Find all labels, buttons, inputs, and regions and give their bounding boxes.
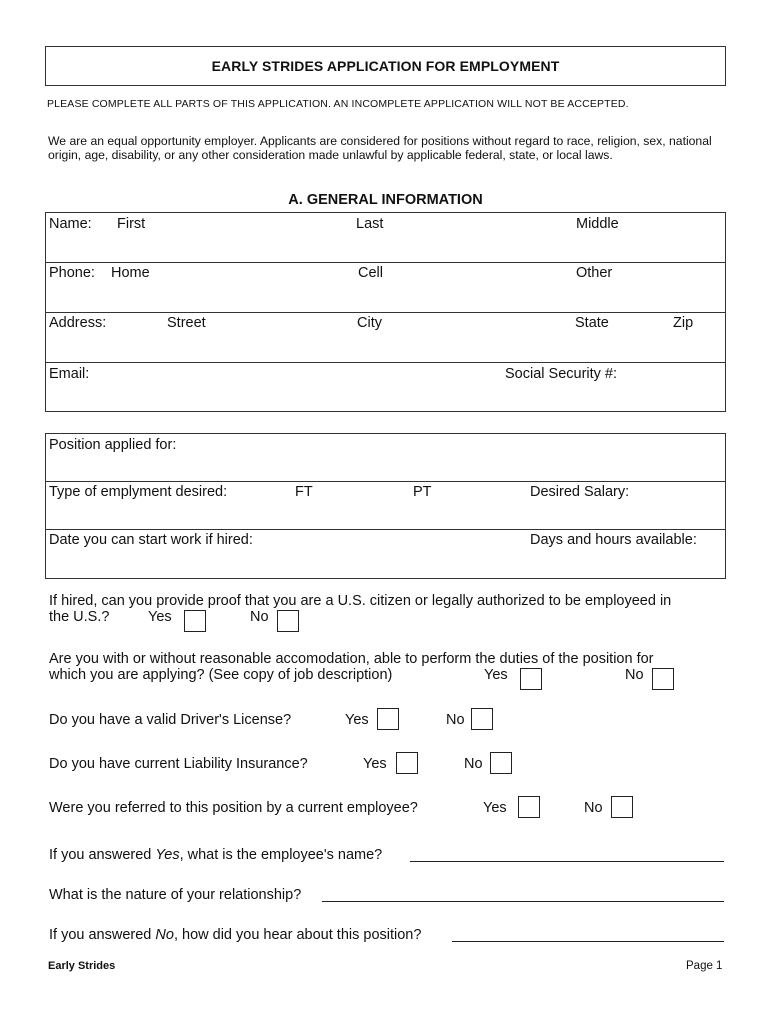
citizen-yes-label: Yes (148, 609, 172, 625)
accommodation-yes-checkbox[interactable] (520, 668, 542, 690)
zip-label: Zip (673, 315, 694, 331)
other-phone-label: Other (576, 265, 613, 281)
city-label: City (357, 315, 382, 331)
ft-label: FT (295, 484, 313, 500)
accommodation-question-line2: which you are applying? (See copy of job description) (49, 667, 393, 683)
address-row[interactable] (46, 313, 725, 363)
license-yes-checkbox[interactable] (377, 708, 399, 730)
insurance-yes-checkbox[interactable] (396, 752, 418, 774)
employee-name-line[interactable] (410, 861, 724, 862)
desired-salary-label: Desired Salary: (530, 484, 630, 500)
license-question: Do you have a valid Driver's License? (49, 712, 292, 728)
referral-no-label: No (584, 800, 603, 816)
citizen-question-line1: If hired, can you provide proof that you are a U.S. citizen or legally authorized to be employeed in (49, 593, 672, 609)
employment-type-row[interactable] (46, 482, 725, 530)
first-name-label: First (117, 216, 146, 232)
license-no-label: No (446, 712, 465, 728)
state-label: State (575, 315, 609, 331)
pt-label: PT (413, 484, 432, 500)
general-info-table (45, 212, 726, 412)
home-phone-label: Home (111, 265, 150, 281)
email-label: Email: (49, 366, 90, 382)
phone-row[interactable] (46, 263, 725, 313)
completion-notice: PLEASE COMPLETE ALL PARTS OF THIS APPLICATION. AN INCOMPLETE APPLICATION WILL NOT BE ACCEPTED. (47, 98, 629, 110)
hear-about-prompt-post: , how did you hear about this position? (173, 927, 422, 943)
citizen-no-label: No (250, 609, 269, 625)
email-row[interactable] (46, 363, 725, 411)
middle-name-label: Middle (576, 216, 619, 232)
referral-yes-checkbox[interactable] (518, 796, 540, 818)
availability-label: Days and hours available: (530, 532, 697, 548)
relationship-prompt: What is the nature of your relationship? (49, 887, 302, 903)
name-label: Name: (49, 216, 92, 232)
employee-name-prompt (49, 847, 382, 863)
accommodation-question-line1: Are you with or without reasonable accomodation, able to perform the duties of the position for (49, 651, 654, 667)
ssn-label: Social Security #: (505, 366, 618, 382)
name-row[interactable] (46, 213, 725, 263)
form-title (45, 46, 726, 86)
start-date-label: Date you can start work if hired: (49, 532, 253, 548)
employment-type-label: Type of emplyment desired: (49, 484, 228, 500)
position-row[interactable] (46, 434, 725, 482)
phone-label: Phone: (49, 265, 95, 281)
employee-name-prompt-em: Yes (155, 847, 180, 863)
insurance-no-checkbox[interactable] (490, 752, 512, 774)
employee-name-prompt-pre: If you answered (49, 847, 156, 863)
street-label: Street (167, 315, 206, 331)
accommodation-no-checkbox[interactable] (652, 668, 674, 690)
license-no-checkbox[interactable] (471, 708, 493, 730)
address-label: Address: (49, 315, 107, 331)
hear-about-line[interactable] (452, 941, 724, 942)
eeo-statement: We are an equal opportunity employer. Applicants are considered for positions without regard to race, religion, sex, national origin, age, disability, or any other consideration made unlawful by applicable federal, state, or local laws. (48, 134, 712, 162)
hear-about-prompt-pre: If you answered (49, 927, 156, 943)
citizen-no-checkbox[interactable] (277, 610, 299, 632)
form-title-text: EARLY STRIDES APPLICATION FOR EMPLOYMENT (211, 58, 560, 74)
section-a-heading: A. GENERAL INFORMATION (288, 192, 483, 208)
last-name-label: Last (356, 216, 384, 232)
accommodation-yes-label: Yes (484, 667, 508, 683)
employee-name-prompt-post: , what is the employee's name? (179, 847, 383, 863)
citizen-yes-checkbox[interactable] (184, 610, 206, 632)
insurance-question: Do you have current Liability Insurance? (49, 756, 308, 772)
footer-company: Early Strides (48, 960, 116, 972)
referral-yes-label: Yes (483, 800, 507, 816)
hear-about-prompt-em: No (155, 927, 174, 943)
insurance-yes-label: Yes (363, 756, 387, 772)
insurance-no-label: No (464, 756, 483, 772)
license-yes-label: Yes (345, 712, 369, 728)
relationship-line[interactable] (322, 901, 724, 902)
accommodation-no-label: No (625, 667, 644, 683)
position-table (45, 433, 726, 579)
referral-no-checkbox[interactable] (611, 796, 633, 818)
position-applied-label: Position applied for: (49, 437, 177, 453)
hear-about-prompt (49, 927, 421, 943)
cell-phone-label: Cell (358, 265, 383, 281)
start-date-row[interactable] (46, 530, 725, 578)
referral-question: Were you referred to this position by a current employee? (49, 800, 418, 816)
footer-page-number: Page 1 (686, 960, 723, 972)
citizen-question-line2: the U.S.? (49, 609, 110, 625)
